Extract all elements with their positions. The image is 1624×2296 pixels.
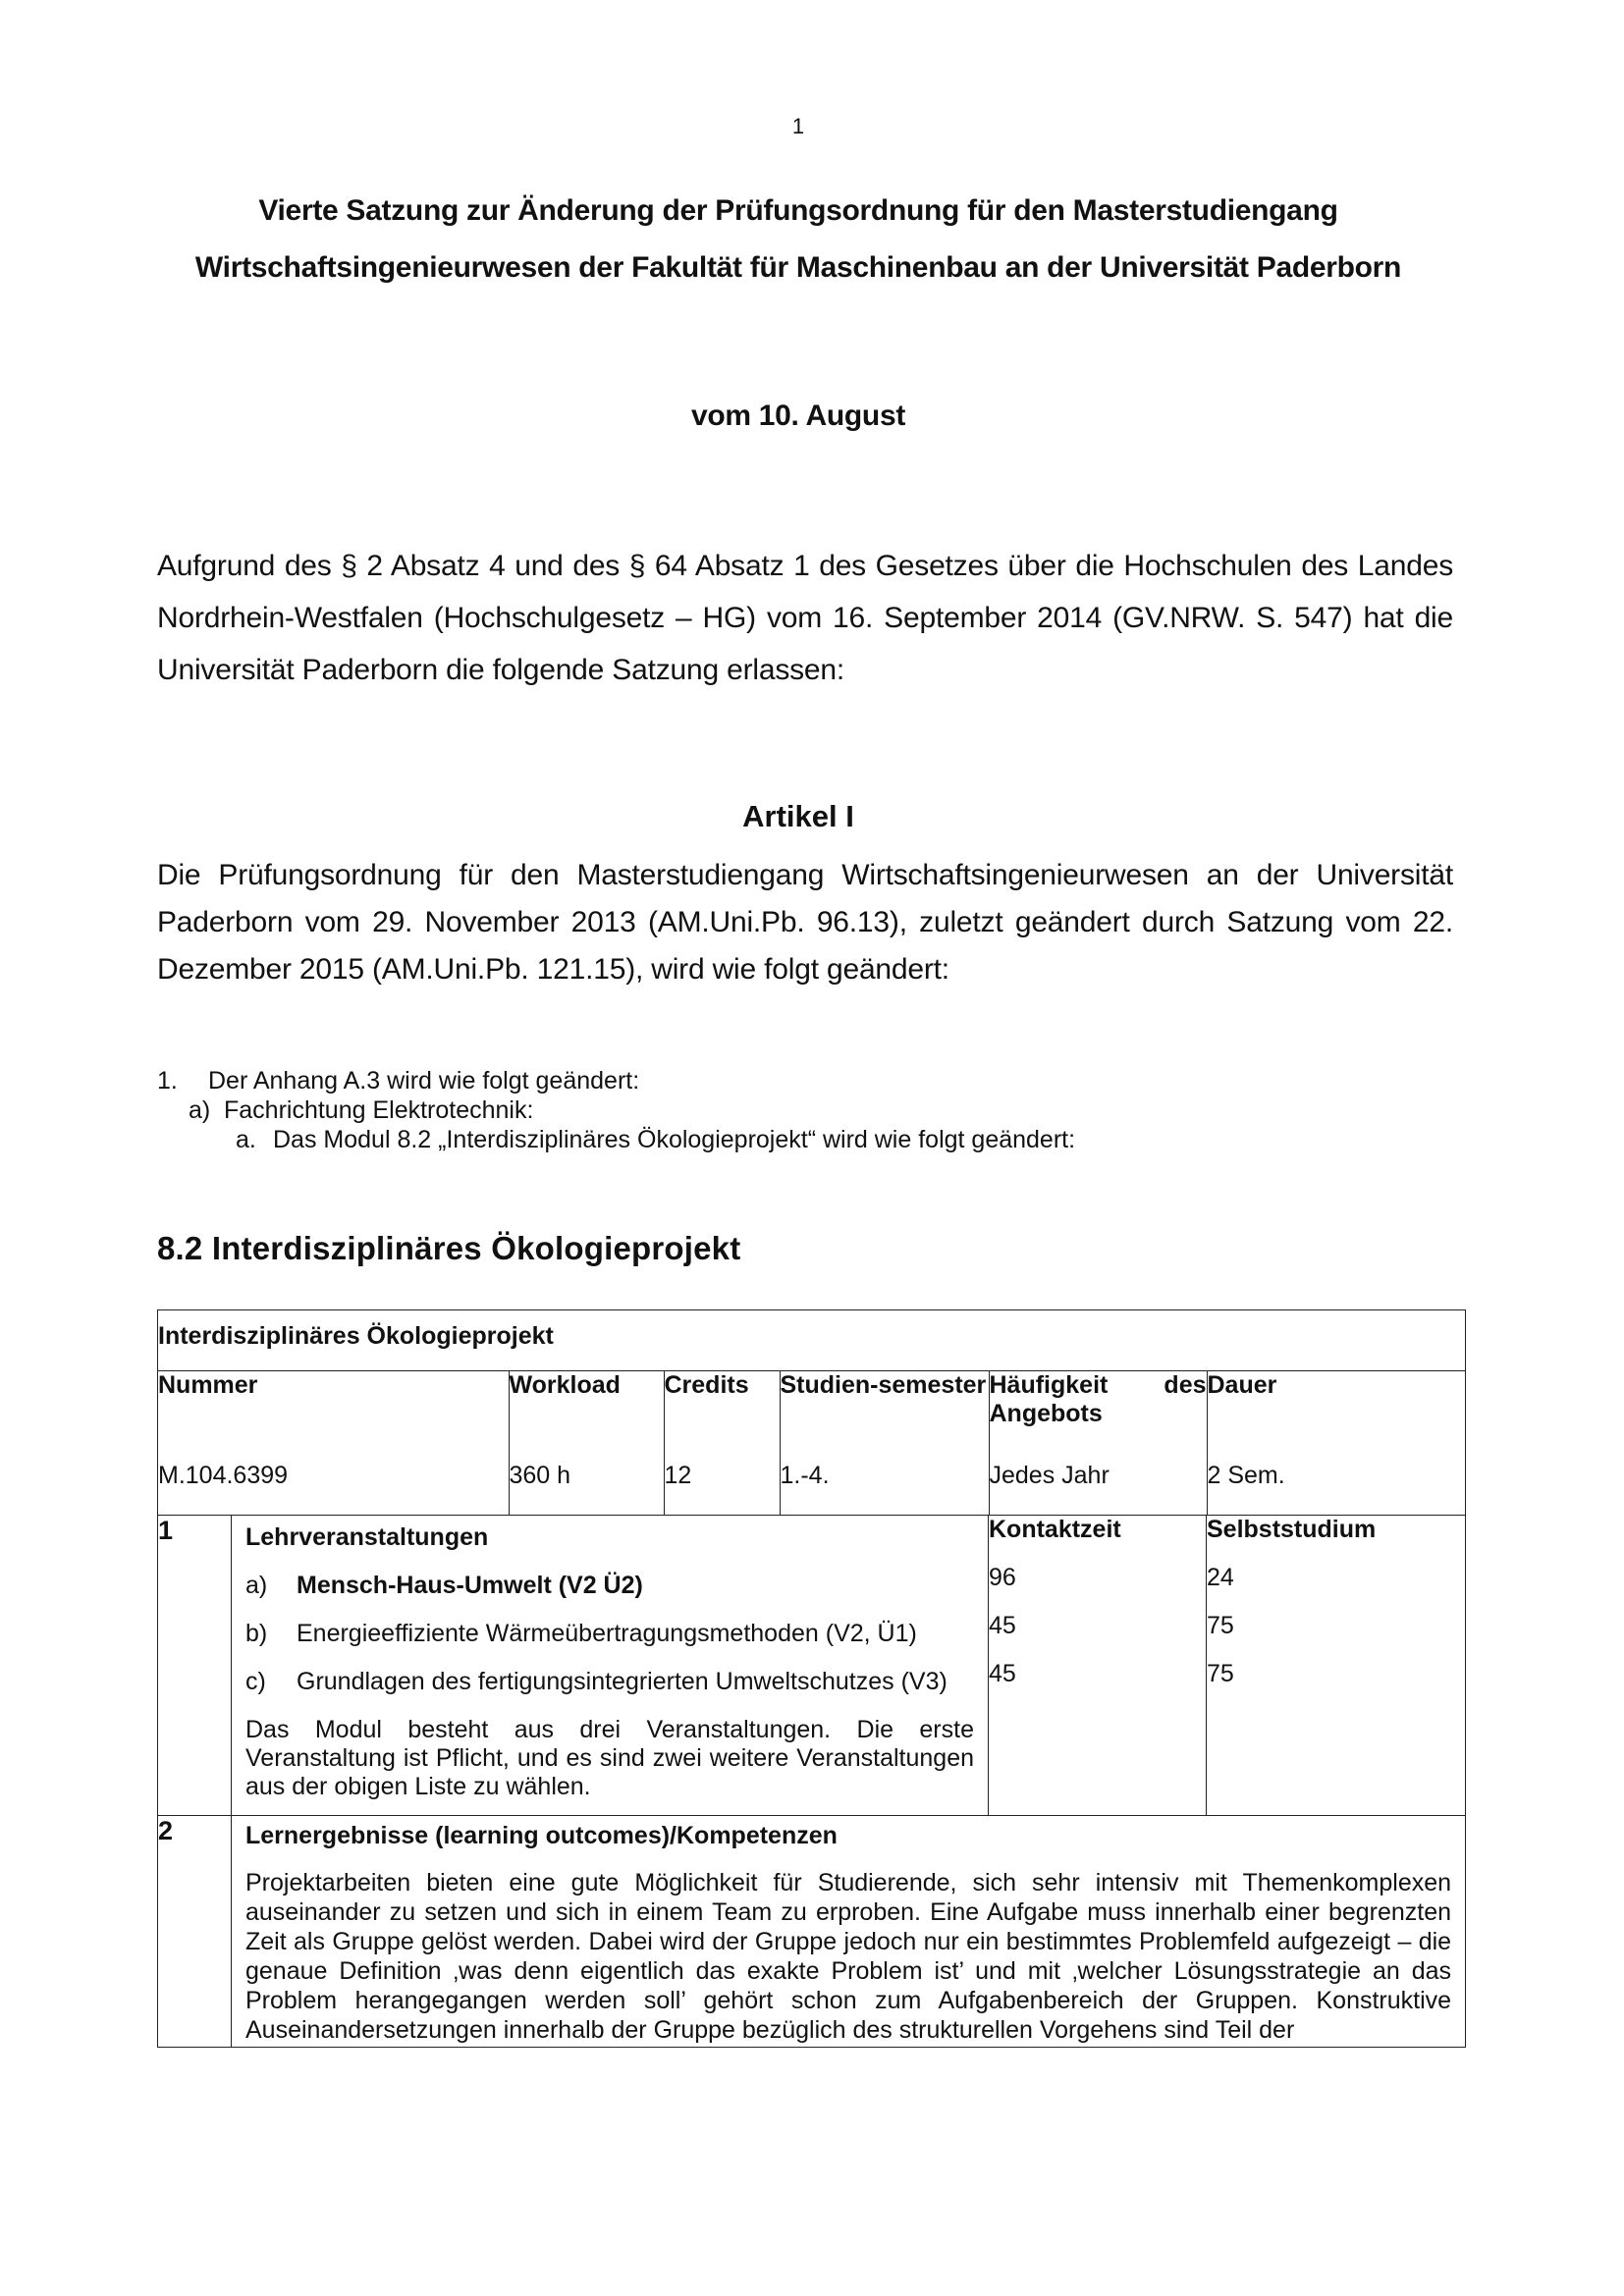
course-label: a): [245, 1572, 268, 1599]
course-item: [245, 1668, 974, 1696]
course-label: c): [245, 1668, 266, 1695]
list-item: [157, 1066, 1075, 1095]
header-haeufigkeit: Häufigkeit des Angebots: [989, 1371, 1207, 1458]
list-item-text: Der Anhang A.3 wird wie folgt geändert:: [208, 1067, 640, 1095]
course-label: b): [245, 1620, 268, 1647]
list-item: [157, 1125, 1075, 1154]
kontaktzeit-heading: Kontaktzeit: [989, 1516, 1121, 1543]
row-number-2: 2: [158, 1816, 232, 2048]
courses-heading: Lehrveranstaltungen: [245, 1523, 489, 1551]
row-number-1: 1: [158, 1516, 232, 1816]
article-heading: Artikel I: [742, 799, 854, 833]
courses-cell: [232, 1516, 989, 1816]
outcomes-cell: [232, 1816, 1466, 2048]
kontaktzeit-value: 45: [989, 1612, 1016, 1639]
value-studiensemester: 1.-4.: [780, 1458, 989, 1515]
module-header-block: [158, 1371, 1466, 1516]
list-item: [157, 1095, 1075, 1125]
module-table: [157, 1309, 1466, 2048]
list-item-text: Fachrichtung Elektrotechnik:: [224, 1096, 534, 1124]
course-item: [245, 1572, 974, 1600]
selbststudium-value: 24: [1207, 1564, 1234, 1591]
selbststudium-value: 75: [1207, 1612, 1234, 1639]
list-item-number: a.: [236, 1126, 256, 1153]
list-item-number: a): [189, 1096, 211, 1124]
date-line: vom 10. August: [690, 400, 906, 432]
list-item-text: Das Modul 8.2 „Interdisziplinäres Ökologieprojekt“ wird wie folgt geändert:: [273, 1126, 1076, 1153]
outcomes-heading: Lernergebnisse (learning outcomes)/Kompetenzen: [245, 1822, 838, 1849]
selbststudium-value: 75: [1207, 1660, 1234, 1687]
list-item-number: 1.: [157, 1067, 178, 1095]
course-name: Mensch-Haus-Umwelt (V2 Ü2): [297, 1572, 643, 1599]
section-title: 8.2 Interdisziplinäres Ökologieprojekt: [157, 1230, 741, 1266]
title-line-2: Wirtschaftsingenieurwesen der Fakultät für Maschinenbau an der Universität Paderborn: [194, 251, 1402, 284]
course-name: Energieeffiziente Wärmeübertragungsmethoden (V2, Ü1): [297, 1620, 917, 1647]
kontaktzeit-value: 96: [989, 1564, 1016, 1591]
value-haeufigkeit: Jedes Jahr: [989, 1458, 1207, 1515]
selbststudium-heading: Selbststudium: [1207, 1516, 1377, 1543]
header-workload: Workload: [509, 1371, 664, 1458]
title-line-1: Vierte Satzung zur Änderung der Prüfungsordnung für den Masterstudiengang: [258, 194, 1338, 227]
course-name: Grundlagen des fertigungsintegrierten Umweltschutzes (V3): [297, 1668, 947, 1695]
value-dauer: 2 Sem.: [1207, 1462, 1285, 1489]
kontaktzeit-column: [989, 1516, 1207, 1816]
preamble-paragraph: Aufgrund des § 2 Absatz 4 und des § 64 Absatz 1 des Gesetzes über die Hochschulen des Landes Nordrhein-Westfalen (Hochschulgesetz – HG) vom 16. September 2014 (GV.NRW. S. 547) hat die Universität Paderborn die folgende Satzung erlassen:: [157, 550, 1453, 686]
page-number: 1: [791, 114, 805, 138]
course-item: [245, 1620, 974, 1648]
article-paragraph: Die Prüfungsordnung für den Masterstudiengang Wirtschaftsingenieurwesen an der Universität Paderborn vom 29. November 2013 (AM.Uni.Pb. 96.13), zuletzt geändert durch Satzung vom 22. Dezember 2015 (AM.Uni.Pb. 121.15), wird wie folgt geändert:: [157, 859, 1453, 986]
header-nummer: Nummer: [158, 1371, 509, 1458]
outcomes-text: Projektarbeiten bieten eine gute Möglichkeit für Studierende, sich sehr intensiv mit Themenkomplexen auseinander zu setzen und sich in einem Team zu erproben. Eine Aufgabe muss innerhalb einer begrenzten Zeit als Gruppe gelöst werden. Dabei wird der Gruppe jedoch nur ein bestimmtes Problemfeld aufgezeigt – die genaue Definition ‚was denn eigentlich das exakte Problem ist’ und mit ‚welcher Lösungsstrategie an das Problem herangegangen werden soll’ gehört schon zum Aufgabenbereich der Gruppen. Konstruktive Auseinandersetzungen innerhalb der Gruppe bezüglich des strukturellen Vorgehens sind Teil der: [245, 1869, 1452, 2044]
kontaktzeit-value: 45: [989, 1660, 1016, 1687]
course-note: Das Modul besteht aus drei Veranstaltungen. Die erste Veranstaltung ist Pflicht, und es sind zwei weitere Veranstaltungen aus der obigen Liste zu wählen.: [245, 1716, 974, 1800]
header-dauer: Dauer: [1207, 1371, 1277, 1399]
value-nummer: M.104.6399: [158, 1458, 509, 1515]
selbststudium-column: [1207, 1516, 1466, 1816]
header-credits: Credits: [664, 1371, 780, 1458]
amendment-list: [157, 1066, 1075, 1154]
value-credits: 12: [664, 1458, 780, 1515]
header-studiensemester: Studien-semester: [780, 1371, 989, 1458]
value-workload: 360 h: [509, 1458, 664, 1515]
module-name: Interdisziplinäres Ökologieprojekt: [158, 1310, 1466, 1371]
